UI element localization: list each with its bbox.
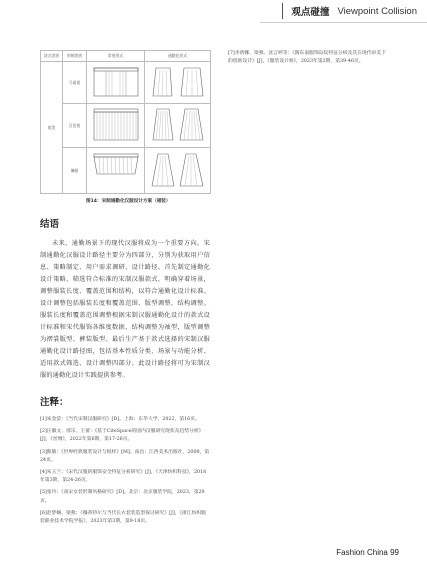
right-column — [228, 50, 390, 70]
section-name-cn: 观点碰撞 — [291, 7, 330, 18]
note-item: [3]熊敏：《世界经典服装设计与纸样》[M]。南昌：江西美术出版社，2009，第24页。 — [40, 449, 210, 463]
figure-table — [40, 50, 211, 194]
table-row — [41, 148, 211, 194]
category-cell: 裙类 — [41, 62, 63, 194]
column-header: 常规形式 — [87, 51, 145, 62]
header-rule — [260, 22, 427, 23]
regular-form-cell — [87, 62, 145, 104]
commute-form-cell — [145, 148, 211, 194]
section-name-en: Viewpoint Collision — [337, 5, 417, 17]
figure-table-header — [41, 51, 211, 62]
notes-list-continued — [228, 50, 390, 66]
notes-heading: 注释： — [40, 397, 69, 408]
column-header: 形制类别 — [63, 51, 87, 62]
type-cell: 百迭裙 — [63, 104, 87, 148]
commute-form-cell — [145, 62, 211, 104]
note-item: [5]张玲：《南宋女装形制风格研究》[D]。北京：北京服装学院，2023，第29页。 — [40, 490, 205, 504]
note-item: [4]朱玉兰：《宋代汉服的服饰安全特征分析研究》[J]，《天津纺织科技》，2018年第3期，第24-26页。 — [40, 470, 207, 484]
table-row — [41, 104, 211, 148]
table-row — [41, 62, 211, 104]
type-cell: 马面裙 — [63, 62, 87, 104]
page-footer: Fashion China 99 — [336, 548, 399, 557]
conclusion-heading: 结语 — [40, 219, 60, 230]
note-item: [7]李倩娜、梁燕、沈言婷等：《陶东南服饰岛纹特征分析及其在现代审美下的创新设计》[J]，《服装设计师》，2023年第2期，第39-46页。 — [228, 51, 386, 65]
regular-form-cell — [87, 104, 145, 148]
lan-skirt-flat-illustration — [91, 150, 141, 190]
notes-list — [40, 416, 210, 526]
baidie-skirt-flat-illustration — [91, 106, 141, 144]
figure-14 — [40, 50, 210, 204]
note-item: [6]赵梦娴、梁燕：《穆蒂特尔与当代长衣套装造型探讨研究》[J]，《浙江纺织服装职业技术学院学报》，2023年第3期，第9-18页。 — [40, 510, 206, 525]
conclusion-paragraph: 未来，通勤场景下的现代汉服将成为一个重要方向。宋制通勤化汉服设计路径主要分为四部分，分别为获取用户信息、策略制定、用户需求调研、设计路径。首先制定通勤化设计策略，筛选符合标准的宋制汉服款式，明确穿着场景，调整服装长度、覆盖范围和结构，以符合通勤化设计标准。设计调整包括服装长度和覆盖范围、版型调整、结构调整。服装长度和覆盖范围调整根据宋制汉服通勤化设计的款式设计标准和宋代服饰各维度数据，结构调整为袖型，版型调整为褶裳版型、裤装版型。最后生产基于款式选择的宋制汉服通勤化设计路径图，包括基本性质分类、场景与功能分析、适用款式筛选、设计调整四部分。此设计路径将可为宋制汉服的通勤化设计实践提供参考。 — [40, 240, 210, 379]
mamian-skirt-flat-illustration — [91, 64, 141, 100]
column-header: 款式类别 — [41, 51, 63, 62]
baidie-skirt-commute-illustration — [148, 106, 208, 144]
column-header: 通勤化形式 — [145, 51, 211, 62]
type-cell: 襕裙 — [63, 148, 87, 194]
left-column — [40, 50, 210, 530]
running-header — [282, 0, 427, 22]
header-divider — [282, 3, 283, 19]
mamian-skirt-commute-illustration — [148, 64, 208, 100]
commute-form-cell — [145, 104, 211, 148]
regular-form-cell — [87, 148, 145, 194]
lan-skirt-commute-illustration — [148, 150, 208, 190]
note-item: [2]汪徽文、邢乐、王蕾：《基于CiteSpace的国内汉服研究现状及趋势分析》[J]，《丝绸》，2022年第6期，第17-26页。 — [40, 429, 204, 443]
note-item: [1]朱金萤：《当代宋制汉服研究》[D]。上海：东华大学，2022，第16页。 — [40, 417, 200, 422]
figure-caption: 图14：宋制通勤化汉服设计方案（裙装） — [86, 199, 171, 204]
